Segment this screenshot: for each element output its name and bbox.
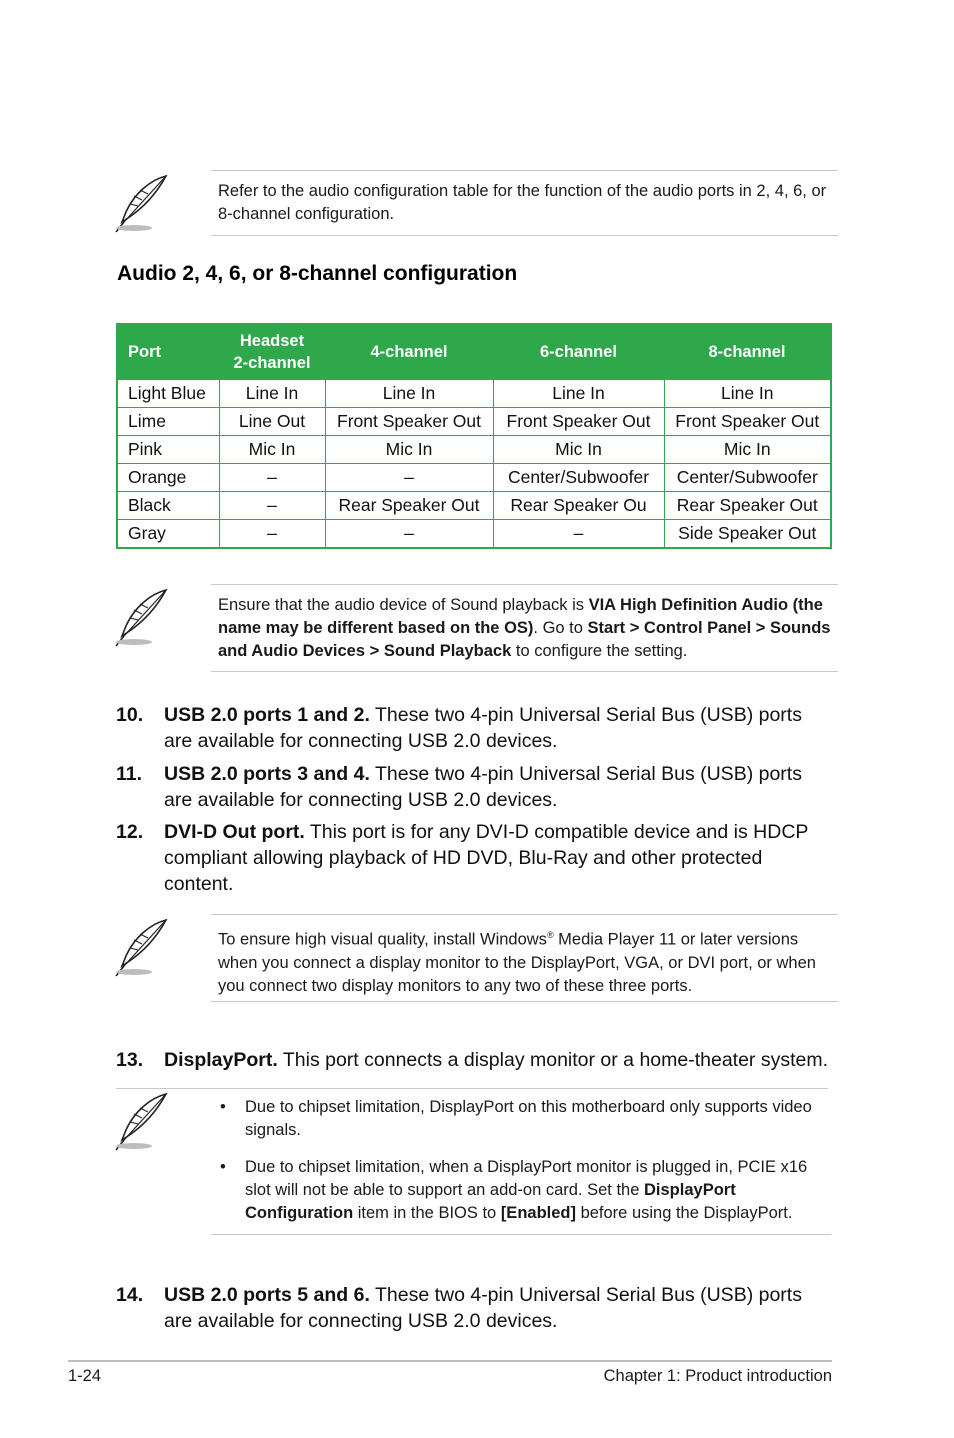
footer-divider (68, 1360, 832, 1362)
item-description: These two 4-pin Universal Serial Bus (USB) ports are available for connecting USB 2.0 devices. (164, 704, 802, 752)
text-run: before using the DisplayPort. (575, 1204, 793, 1222)
table-cell: Front Speaker Out (493, 408, 664, 436)
table-cell: Line In (219, 380, 325, 408)
table-row (117, 380, 831, 408)
table-cell: Mic In (219, 436, 325, 464)
table-cell: Side Speaker Out (664, 520, 831, 549)
item-title: USB 2.0 ports 5 and 6. (164, 1284, 370, 1306)
list-item (116, 702, 826, 754)
item-text (164, 1047, 836, 1073)
list-item (116, 1282, 826, 1334)
item-title: DVI-D Out port. (164, 821, 305, 843)
col-header: 6-channel (493, 324, 664, 380)
list-item (116, 761, 826, 813)
feather-pen-icon (110, 1088, 180, 1158)
item-number: 11. (116, 763, 143, 785)
bullet-item (211, 1156, 831, 1225)
table-cell: Pink (117, 436, 219, 464)
col-header: Port (117, 324, 219, 380)
table-cell: Orange (117, 464, 219, 492)
feather-pen-icon (110, 170, 180, 240)
page-number: 1-24 (68, 1367, 102, 1385)
table-header-row (117, 324, 831, 380)
table-cell: Rear Speaker Out (664, 492, 831, 520)
feather-pen-icon (110, 914, 180, 984)
table-cell: – (219, 520, 325, 549)
table-cell: – (493, 520, 664, 549)
bullet-icon: • (220, 1098, 226, 1116)
note-box (211, 170, 838, 236)
text-run: to configure the setting. (511, 642, 688, 660)
table-cell: Front Speaker Out (664, 408, 831, 436)
table-cell: – (325, 520, 493, 549)
table-row (117, 464, 831, 492)
item-description: This port is for any DVI-D compatible device and is HDCP compliant allowing playback of HD DVD, Blu-Ray and other protected content. (164, 821, 809, 895)
item-text (164, 819, 826, 897)
table-cell: – (219, 492, 325, 520)
bold-text: DisplayPort Configuration (245, 1181, 736, 1222)
chapter-title: Chapter 1: Product introduction (603, 1367, 832, 1385)
table-cell: Mic In (664, 436, 831, 464)
text-run: Media Player 11 or later versions when you connect a display monitor to the DisplayPort, VGA, or DVI port, or when you connect two display monitors to any two of these three ports. (218, 930, 816, 995)
col-header: 8-channel (664, 324, 831, 380)
note-box (211, 584, 838, 672)
col-header: Headset 2-channel (219, 324, 325, 380)
item-text (164, 761, 826, 813)
bold-text: Start > Control Panel > Sounds and Audio Devices > Sound Playback (218, 619, 831, 660)
table-cell: Gray (117, 520, 219, 549)
note-box (211, 1096, 831, 1235)
list-item (116, 1047, 836, 1073)
table-cell: Line In (493, 380, 664, 408)
table-cell: Rear Speaker Out (325, 492, 493, 520)
table-cell: – (325, 464, 493, 492)
table-cell: Mic In (493, 436, 664, 464)
table-cell: Line In (325, 380, 493, 408)
note-box (211, 914, 838, 1002)
bold-text: [Enabled] (500, 1204, 576, 1222)
text-run: Ensure that the audio device of Sound playback is (218, 596, 589, 614)
item-text (164, 1282, 826, 1334)
item-title: DisplayPort. (164, 1049, 278, 1071)
table-cell: Rear Speaker Ou (493, 492, 664, 520)
table-row (117, 436, 831, 464)
table-row (117, 408, 831, 436)
item-title: USB 2.0 ports 1 and 2. (164, 704, 370, 726)
table-cell: Mic In (325, 436, 493, 464)
item-number: 13. (116, 1049, 144, 1071)
table-cell: – (219, 464, 325, 492)
table-cell: Center/Subwoofer (664, 464, 831, 492)
audio-config-table (116, 323, 832, 549)
table-cell: Front Speaker Out (325, 408, 493, 436)
list-item (116, 819, 826, 897)
table-cell: Line In (664, 380, 831, 408)
table-cell: Light Blue (117, 380, 219, 408)
feather-pen-icon (110, 584, 180, 654)
text-run: . Go to (533, 619, 588, 637)
divider (116, 1088, 828, 1089)
item-description: These two 4-pin Universal Serial Bus (USB) ports are available for connecting USB 2.0 devices. (164, 763, 802, 811)
item-number: 12. (116, 821, 144, 843)
item-description: These two 4-pin Universal Serial Bus (USB) ports are available for connecting USB 2.0 devices. (164, 1284, 802, 1332)
bullet-icon: • (220, 1158, 226, 1176)
note-text: Refer to the audio configuration table for the function of the audio ports in 2, 4, 6, or 8-channel configuration. (218, 182, 827, 223)
item-title: USB 2.0 ports 3 and 4. (164, 763, 370, 785)
item-text (164, 702, 826, 754)
table-cell: Center/Subwoofer (493, 464, 664, 492)
col-header: 4-channel (325, 324, 493, 380)
item-description: This port connects a display monitor or a home-theater system. (277, 1049, 829, 1071)
bold-text: VIA High Definition Audio (the name may be different based on the OS) (218, 596, 823, 637)
section-title: Audio 2, 4, 6, or 8-channel configuration (117, 262, 518, 285)
item-number: 10. (116, 704, 144, 726)
table-cell: Lime (117, 408, 219, 436)
table-cell: Black (117, 492, 219, 520)
registered-mark: ® (546, 930, 554, 940)
item-number: 14. (116, 1284, 144, 1306)
text-run: To ensure high visual quality, install Windows (218, 930, 547, 949)
table-row (117, 520, 831, 549)
text-run: item in the BIOS to (353, 1204, 501, 1222)
table-cell: Line Out (219, 408, 325, 436)
text-run: Due to chipset limitation, DisplayPort on this motherboard only supports video signals. (245, 1098, 812, 1139)
bullet-item (211, 1096, 831, 1142)
table-row (117, 492, 831, 520)
text-run: Due to chipset limitation, when a DisplayPort monitor is plugged in, PCIE x16 slot will not be able to support an add-on card. Set the (245, 1158, 808, 1199)
